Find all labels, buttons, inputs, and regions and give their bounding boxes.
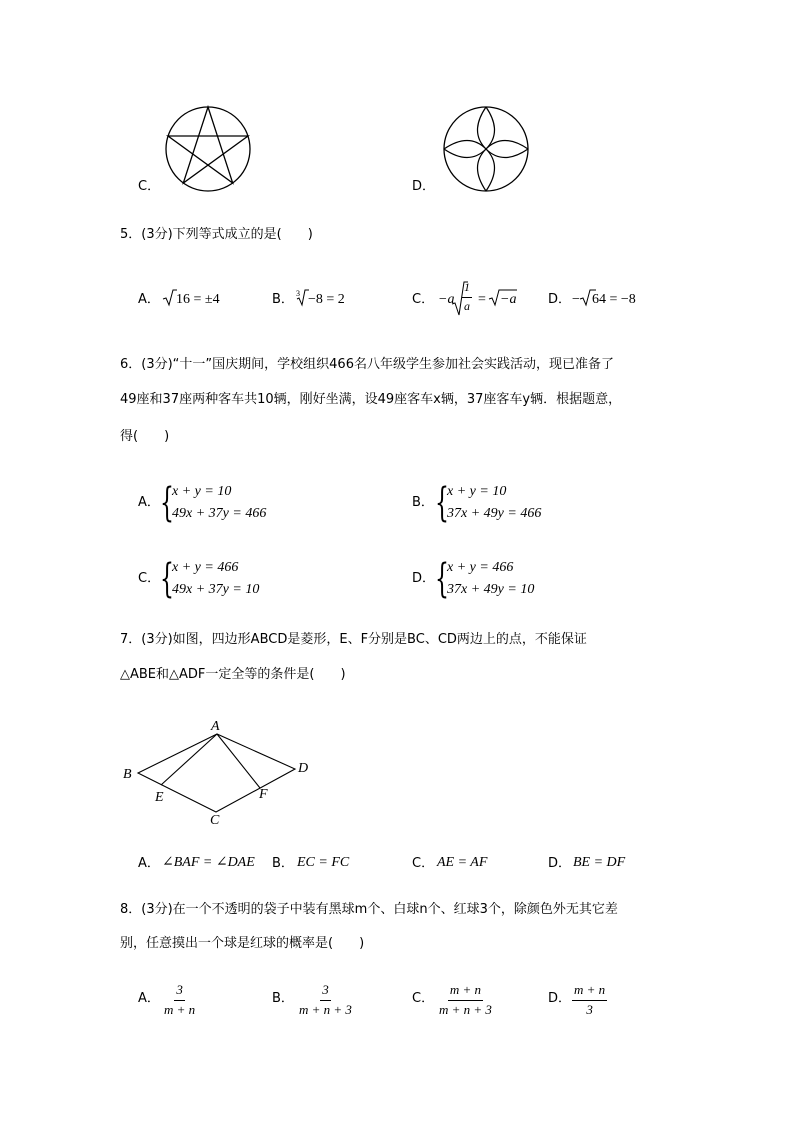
q7-option-c-expr: AE = AF bbox=[437, 855, 488, 870]
q6-option-d-system bbox=[435, 556, 535, 602]
circle-outline bbox=[166, 107, 250, 191]
brace-icon: { bbox=[435, 480, 449, 526]
q5-option-b-root-index: 3 bbox=[296, 289, 300, 298]
equation-2: 37x + 49y = 466 bbox=[447, 506, 542, 521]
q6-option-b-label: B． bbox=[412, 495, 434, 510]
q8-option-c-fraction bbox=[437, 983, 494, 1018]
brace-icon: { bbox=[435, 556, 449, 602]
brace-icon: { bbox=[160, 480, 174, 526]
question-5-stem: 5．(3分)下列等式成立的是( ) bbox=[120, 227, 313, 242]
q8-option-a-label: A． bbox=[138, 991, 160, 1006]
q5-option-c-equals: = bbox=[478, 292, 486, 307]
equation-1: x + y = 10 bbox=[447, 484, 507, 499]
q7-option-a-expr: ∠BAF = ∠DAE bbox=[162, 855, 255, 870]
q8-option-d-label: D． bbox=[548, 991, 572, 1006]
option-label-d: D． bbox=[412, 179, 436, 194]
fraction-numerator: 3 bbox=[320, 983, 331, 1001]
question-7-line-2: △ABE和△ADF一定全等的条件是( ) bbox=[120, 667, 346, 682]
q8-option-c-label: C． bbox=[412, 991, 435, 1006]
q7-option-d-expr: BE = DF bbox=[573, 855, 626, 870]
equation-2: 37x + 49y = 10 bbox=[447, 582, 535, 597]
question-6-line-3: 得( ) bbox=[120, 429, 170, 444]
equation-2: 49x + 37y = 10 bbox=[172, 582, 260, 597]
q6-option-d-label: D． bbox=[412, 571, 436, 586]
point-label-a: A bbox=[211, 719, 220, 734]
segment-af bbox=[217, 734, 260, 788]
point-label-c: C bbox=[210, 813, 220, 828]
q8-option-a-fraction bbox=[162, 983, 197, 1018]
segment-ae bbox=[161, 734, 217, 785]
point-label-f: F bbox=[259, 787, 268, 802]
q5-option-c-radicand: −a bbox=[500, 292, 517, 307]
petal-left bbox=[444, 141, 486, 158]
q8-option-b-fraction bbox=[297, 983, 354, 1018]
sqrt-sign-icon bbox=[163, 290, 177, 306]
q5-option-c-prefix: −a bbox=[438, 292, 455, 307]
q6-option-a-system bbox=[160, 480, 267, 526]
q6-option-a-label: A． bbox=[138, 495, 160, 510]
question-8-line-2: 别，任意摸出一个球是红球的概率是( ) bbox=[120, 936, 365, 951]
q6-option-b-system bbox=[435, 480, 542, 526]
question-8-line-1: 8．(3分)在一个不透明的袋子中装有黑球m个、白球n个、红球3个，除颜色外无其它差 bbox=[120, 902, 618, 917]
brace-icon: { bbox=[160, 556, 174, 602]
question-7-line-1: 7．(3分)如图，四边形ABCD是菱形，E、F分别是BC、CD两边上的点，不能保证 bbox=[120, 632, 587, 647]
q8-option-b-label: B． bbox=[272, 991, 294, 1006]
q7-option-b-label: B． bbox=[272, 856, 294, 871]
fraction-numerator: 3 bbox=[174, 983, 185, 1001]
figure-c-star-in-circle bbox=[163, 104, 253, 194]
petal-bottom bbox=[478, 149, 495, 191]
q7-option-c-label: C． bbox=[412, 856, 435, 871]
figure-d-petals-in-circle bbox=[441, 104, 531, 194]
q8-option-d-fraction bbox=[572, 983, 607, 1018]
q5-option-b-expr: −8 = 2 bbox=[308, 292, 345, 307]
equation-2: 49x + 37y = 466 bbox=[172, 506, 267, 521]
point-label-e: E bbox=[155, 790, 164, 805]
fraction-denominator: a bbox=[464, 298, 470, 313]
fraction-denominator: m + n + 3 bbox=[299, 1001, 352, 1017]
question-6-line-1: 6．(3分)“十一”国庆期间，学校组织466名八年级学生参加社会实践活动，现已准备了 bbox=[120, 357, 614, 372]
petal-right bbox=[486, 141, 528, 158]
point-label-d: D bbox=[298, 761, 309, 776]
q6-option-c-system bbox=[160, 556, 260, 602]
question-6-line-2: 49座和37座两种客车共10辆，刚好坐满，设49座客车x辆，37座客车y辆．根据题意， bbox=[120, 392, 622, 407]
q5-option-d-prefix: − bbox=[572, 292, 580, 307]
equation-1: x + y = 466 bbox=[447, 560, 514, 575]
q5-option-b-label: B． bbox=[272, 292, 294, 307]
fraction-numerator: m + n bbox=[448, 983, 483, 1001]
q6-option-c-label: C． bbox=[138, 571, 161, 586]
q5-option-a-expr: 16 = ±4 bbox=[176, 292, 220, 307]
equation-1: x + y = 466 bbox=[172, 560, 239, 575]
q7-option-a-label: A． bbox=[138, 856, 160, 871]
q7-option-d-label: D． bbox=[548, 856, 572, 871]
fraction-numerator: 1 bbox=[462, 281, 472, 298]
q7-option-b-expr: EC = FC bbox=[297, 855, 350, 870]
point-label-b: B bbox=[123, 767, 132, 782]
q5-option-d-expr: 64 = −8 bbox=[592, 292, 636, 307]
fraction-denominator: m + n bbox=[164, 1001, 196, 1017]
option-label-c: C． bbox=[138, 179, 161, 194]
fraction-numerator: m + n bbox=[572, 983, 607, 1001]
equation-1: x + y = 10 bbox=[172, 484, 232, 499]
rhombus-figure bbox=[120, 716, 320, 826]
petal-top bbox=[478, 107, 495, 149]
fraction-denominator: m + n + 3 bbox=[439, 1001, 492, 1017]
fraction-denominator: 3 bbox=[586, 1001, 593, 1017]
q5-option-c-label: C． bbox=[412, 292, 435, 307]
q5-option-c-fraction bbox=[462, 281, 472, 314]
q5-option-a-label: A． bbox=[138, 292, 160, 307]
q5-option-d-label: D． bbox=[548, 292, 572, 307]
